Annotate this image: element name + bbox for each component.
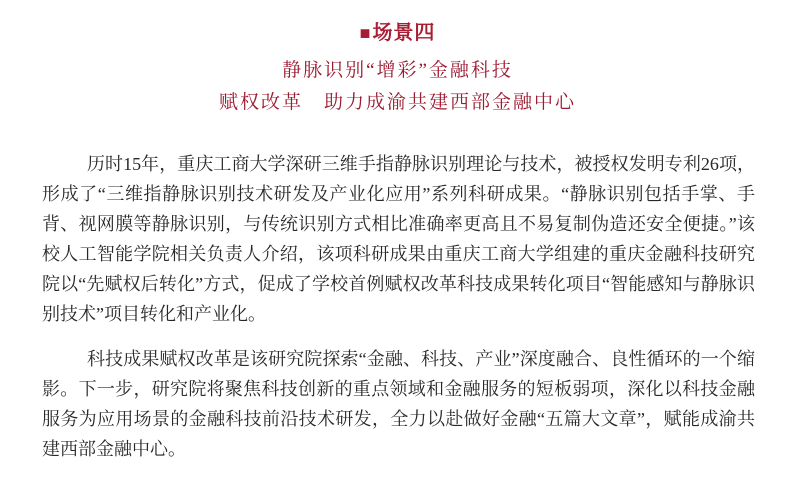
subtitle-line-1: 静脉识别“增彩”金融科技 <box>282 60 513 81</box>
article-body <box>42 149 755 464</box>
subtitle-line-2: 赋权改革 助力成渝共建西部金融中心 <box>218 92 576 113</box>
paragraph-2: 科技成果赋权改革是该研究院探索“金融、科技、产业”深度融合、良性循环的一个缩影。下一步，研究院将聚焦科技创新的重点领域和金融服务的短板弱项，深化以科技金融服务为应用场景的金融科技前沿技术研发，全力以赴做好金融“五篇大文章”，赋能成渝共建西部金融中心。 <box>42 349 755 459</box>
paragraph-1: 历时15年，重庆工商大学深研三维手指静脉识别理论与技术，被授权发明专利26项，形成了“三维指静脉识别技术研发及产业化应用”系列科研成果。“静脉识别包括手掌、手背、视网膜等静脉识别，与传统识别方式相比准确率更高且不易复制伪造还安全便捷。”该校人工智能学院相关负责人介绍，该项科研成果由重庆工商大学组建的重庆金融科技研究院以“先赋权后转化”方式，促成了学校首例赋权改革科技成果转化项目“智能感知与静脉识别技术”项目转化和产业化。 <box>42 154 755 324</box>
square-bullet-icon: ■ <box>359 23 372 43</box>
section-title <box>0 22 795 44</box>
section-title-text: 场景四 <box>372 22 436 44</box>
